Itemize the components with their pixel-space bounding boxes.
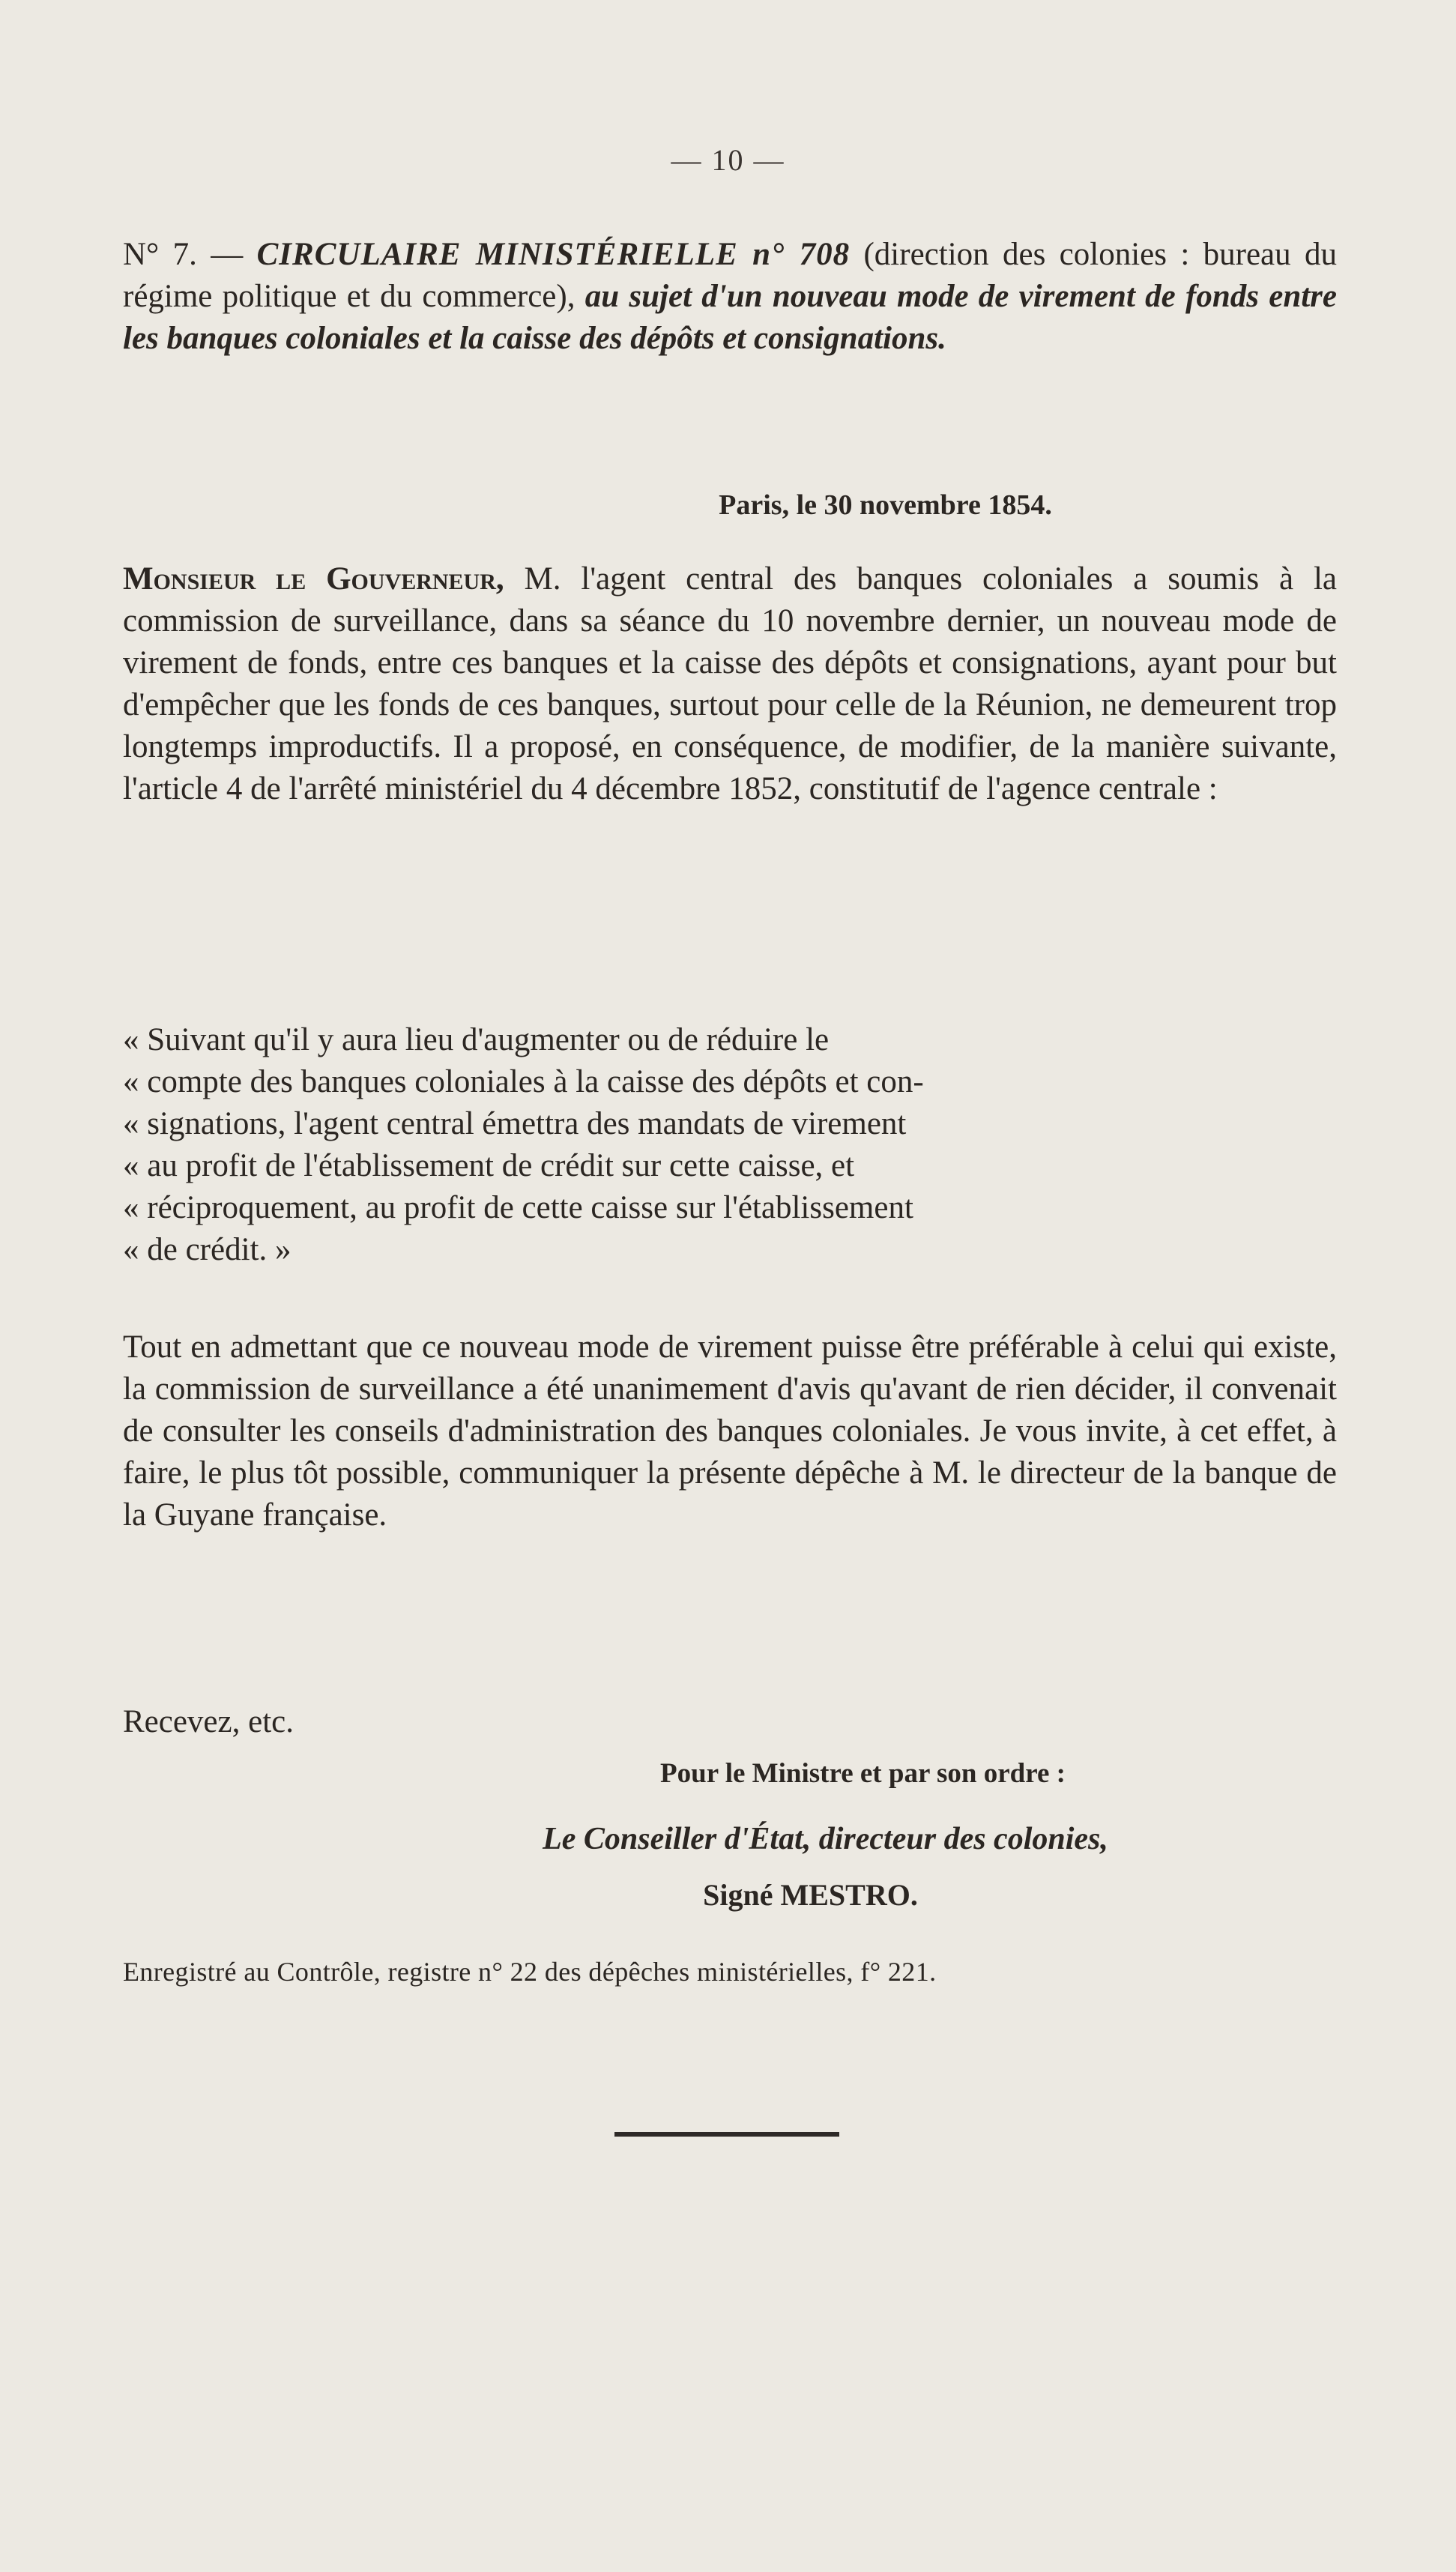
signature-line-1: Pour le Ministre et par son ordre : — [660, 1758, 1066, 1789]
quote-line: « compte des banques coloniales à la caisse des dépôts et con- — [123, 1064, 924, 1099]
signature-line-3: Signé MESTRO. — [703, 1878, 918, 1912]
quote-line: « de crédit. » — [123, 1232, 291, 1267]
signature-line-2: Le Conseiller d'État, directeur des colonies, — [543, 1822, 1108, 1856]
circular-heading — [123, 234, 1337, 360]
circular-office: (direction des colonies : bureau du régime politique et du commerce), — [123, 237, 1338, 314]
quote-line: « au profit de l'établissement de crédit sur cette caisse, et — [123, 1148, 855, 1183]
registry-note: Enregistré au Contrôle, registre n° 22 des dépêches ministérielles, f° 221. — [123, 1957, 937, 1987]
quote-line: « signations, l'agent central émettra des mandats de virement — [123, 1106, 907, 1141]
closing-formula: Recevez, etc. — [123, 1704, 294, 1739]
circular-title: CIRCULAIRE MINISTÉRIELLE n° 708 — [256, 237, 851, 272]
divider-rule — [614, 2132, 839, 2137]
salutation: Monsieur le Gouverneur, — [123, 561, 504, 597]
circular-number: N° 7. — — [123, 237, 244, 272]
quote-line: « Suivant qu'il y aura lieu d'augmenter ou de réduire le — [123, 1022, 830, 1057]
quoted-article — [123, 1019, 1337, 1271]
body-paragraph-1 — [123, 558, 1337, 810]
circular-subject: au sujet d'un nouveau mode de virement de fonds entre les banques coloniales et la caisse des dépôts et consignations. — [123, 279, 1337, 356]
body-paragraph-2: Tout en admettant que ce nouveau mode de virement puisse être préférable à celui qui existe, la commission de surveillance a été unanimement d'avis qu'avant de rien décider, il convenait de consulter les conseils d'administration des banques coloniales. Je vous invite, à cet effet, à faire, le plus tôt possible, communiquer la présente dépêche à M. le directeur de la banque de la Guyane française. — [123, 1329, 1337, 1533]
quote-line: « réciproquement, au profit de cette caisse sur l'établissement — [123, 1190, 913, 1225]
paragraph-1-text: M. l'agent central des banques coloniales a soumis à la commission de surveillance, dans sa séance du 10 novembre dernier, un nouveau mode de virement de fonds, entre ces banques et la caisse des dépôts et consignations, ayant pour but d'empêcher que les fonds de ces banques, surtout pour celle de la Réunion, ne demeurent trop longtemps improductifs. Il a proposé, en conséquence, de modifier, de la manière suivante, l'article 4 de l'arrêté ministériel du 4 décembre 1852, constitutif de l'agence centrale : — [123, 561, 1337, 806]
page-number: — 10 — — [671, 143, 785, 177]
place-and-date: Paris, le 30 novembre 1854. — [719, 489, 1052, 521]
